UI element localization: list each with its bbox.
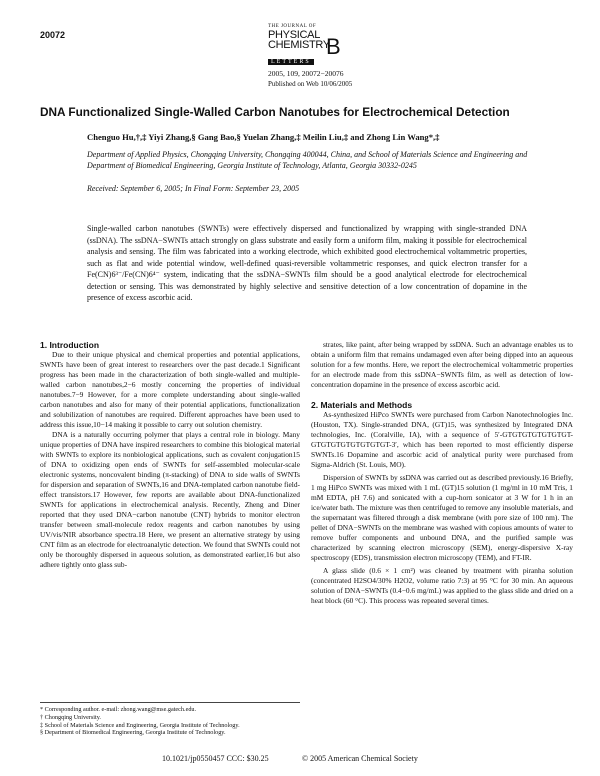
paragraph: strates, like paint, after being wrapped by ssDNA. Such an advantage enables us to obtain a uniform film that remains undamaged even after being dipped into an aqueous solution for a few months. Here, we report the electrochemical voltammetric properties for an electrode made from this ssDNA−SWNTs film, as well as detection of low-concentration dopamine in the presence of excess ascorbic acid. [311,340,573,389]
section-heading-introduction: 1. Introduction [40,340,100,350]
footnote: * Corresponding author. e-mail: zhong.wang@mse.gatech.edu. [40,706,197,713]
authors: Chenguo Hu,†,‡ Yiyi Zhang,§ Gang Bao,§ Yuelan Zhang,‡ Meilin Liu,‡ and Zhong Lin Wang*,‡ [87,132,440,142]
journal-logo-line2: PHYSICAL [268,29,321,41]
affiliation: Department of Applied Physics, Chongqing University, Chongqing 400044, China, and School of Materials Science and Engineering and Department of Biomedical Engineering, Georgia Institute of Technology, Atlanta, Georgia 30332-0245 [87,150,528,170]
paragraph: As-synthesized HiPco SWNTs were purchased from Carbon Nanotechnologies Inc. (Houston, TX). Single-stranded DNA, (GT)15, was synthesized by Integrated DNA technologies, Inc. (Coralville, IA), with a sequence of 5′-GTGTGTGTGTGTGT-GTGTGTGTGTGTGTGT-3′, which has been reported to most efficiently disperse SWNTs.16 Dopamine and ascorbic acid of analytical purity were purchased from Sigma-Aldrich (St. Louis, MO). [311,410,573,469]
section-heading-methods: 2. Materials and Methods [311,400,413,410]
journal-logo-line4: LETTERS [268,59,314,65]
left-column [40,340,300,570]
citation: 2005, 109, 20072−20076 [268,69,344,78]
published-date: Published on Web 10/06/2005 [268,80,353,88]
footnote: § Department of Biomedical Engineering, Georgia Institute of Technology. [40,729,226,737]
right-column [311,340,573,606]
footnote: ‡ School of Materials Science and Engineering, Georgia Institute of Technology. [40,721,240,729]
paragraph: DNA is a naturally occurring polymer that plays a central role in biology. Many unique properties of DNA have inspired researchers to combine this biological material with SWNTs to explore its nonbiological applications, such as covalent conjugation15 of DNA to oxidizing open ends of SWNTs for self-assembled molecular-scale electronic systems, noncovalent binding (π-stacking) of DNA to side walls of SWNTs for dispersion and separation of SWNTs,16 and DNA-templated carbon nanotube field-effect transistors.17 However, few reports are available about DNA-functionalized SWNTs for applications in electrochemical analysis. Recently, Zheng and Diner reported that they used DNA−carbon nanotube (CNT) hybrids to monitor electron transfer between small-molecule redox reagents and carbon nanotubes by using UV/vis/NIR absorbance spectra.18 Here, we present an alternative strategy by using CNT film as an electrode for electroanalytic detection. We found that SWNTs could not only be thoroughly dispersed in aqueous solution, as demonstrated earlier,16 but also adhere tightly onto glass sub- [40,430,300,569]
abstract: Single-walled carbon nanotubes (SWNTs) were effectively dispersed and functionalized by wrapping with single-stranded DNA (ssDNA). The ssDNA−SWNTs attach strongly on glass substrate and easily form a uniform film, making it possible for electrochemical analysis and sensing. The film was fabricated into a working electrode, which exhibited good electrochemical voltammetric properties, such as flat and wide potential window, well-defined quasi-reversible voltammetric responses, and quick electron transfer for a Fe(CN)6³⁻/Fe(CN)6⁴⁻ system, indicating that the ssDNA−SWNTs film should be a good analytical electrode for electrochemical detection or sensing. This was demonstrated by highly selective and sensitive detection of a low concentration of dopamine in the presence of excess ascorbic acid. [87,224,527,302]
page-number: 20072 [40,30,66,40]
journal-logo-line1: THE JOURNAL OF [268,24,317,29]
paragraph: A glass slide (0.6 × 1 cm²) was cleaned by treatment with piranha solution (concentrated H2SO4/30% H2O2, volume ratio 7:3) at 95 °C for 30 min. An aqueous solution of DNA−SWNTs (0.4−0.6 mg/mL) was applied to the glass slide and dried on a heat block (60 °C). This process was repeated several times. [311,566,573,605]
received-dates: Received: September 6, 2005; In Final Form: September 23, 2005 [87,184,300,193]
footnotes [40,702,300,737]
journal-logo-line3: CHEMISTRY [268,39,330,51]
article-title: DNA Functionalized Single-Walled Carbon Nanotubes for Electrochemical Detection [40,105,510,119]
copyright: © 2005 American Chemical Society [302,754,418,763]
doi: 10.1021/jp0550457 CCC: $30.25 [162,754,269,763]
footnote: † Chongqing University. [40,713,101,721]
journal-logo [268,24,341,68]
journal-logo-letter: B [326,34,341,59]
paragraph: Dispersion of SWNTs by ssDNA was carried out as described previously.16 Briefly, 1 mg HiPco SWNTs was mixed with 1 mL (GT)15 solution (1 mg/ml in 10 mM Tris, 1 mM EDTA, pH 7.6) and sonicated with a cup-horn sonicator at 3 W for 1 h in an ice/water bath. The mixture was then centrifuged to remove any insoluble materials, and the supernatant was filtered through a disk membrane (with pore size of 100 nm). The pellet of DNA−SWNTs on the membrane was washed with copious amounts of water to remove buffer components and unbound DNA, and the purified sample was characterized by scanning electron microscopy (SEM), energy-dispersive X-ray spectroscopy (EDS), transmission electron microscopy (TEM), and FT-IR. [311,473,573,562]
paragraph: Due to their unique physical and chemical properties and potential applications, SWNTs have been of great interest to researchers over the past decade.1 Significant progress has been made in the characterization of both single-walled and multiple-walled carbon nanotubes,2−6 mostly concerning the properties of individual nanotubes.7−9 However, for a more complete understanding about single-walled carbon nanotubes and also for many of their potential applications, functionalization and solubilization of nanotubes are required. Different approaches have been used to address this issue,10−14 making it possible to carry out solution chemistry. [40,350,300,429]
